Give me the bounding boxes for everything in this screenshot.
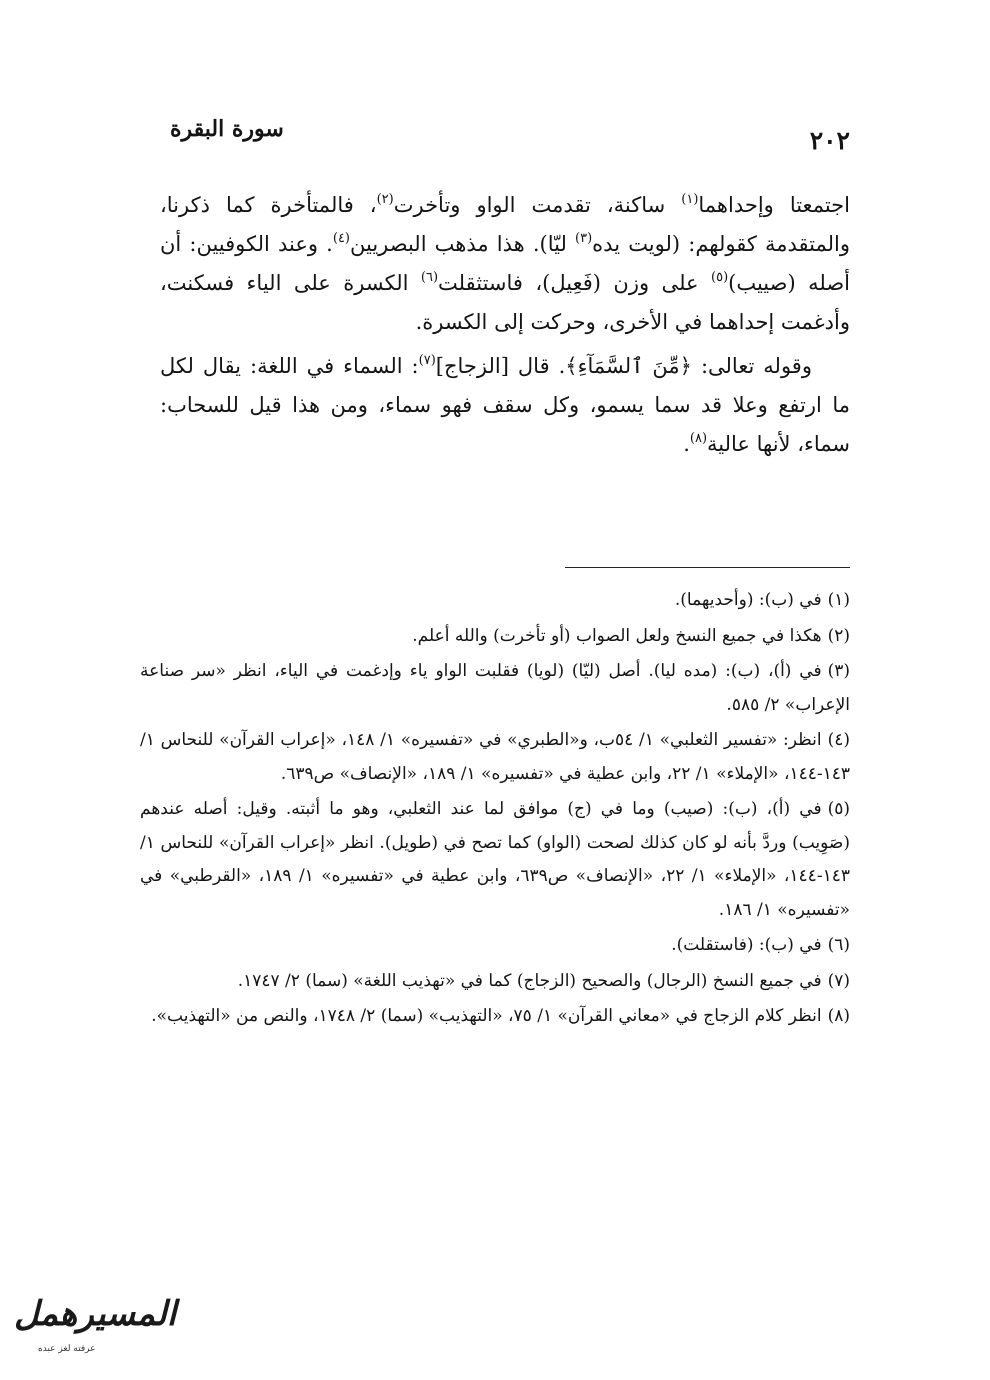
- footnote-ref-2: (٢): [376, 192, 394, 207]
- footnote-3: [140, 655, 850, 722]
- footnote-ref-4: (٤): [332, 231, 350, 246]
- main-text: [160, 186, 850, 464]
- footnote-5: [140, 793, 850, 927]
- paragraph-2: [160, 347, 850, 464]
- footnote-number: (٥): [827, 799, 850, 819]
- footnote-text: انظر: «تفسير الثعلبي» ١/ ٥٤ب، و«الطبري» في «تفسيره» ١/ ١٤٨، «إعراب القرآن» للنحاس ١/ ١٤٣-١٤٤، «الإملاء» ١/ ٢٢، وابن عطية في «تفسيره» ١/ ١٨٩، «الإنصاف» ص٦٣٩.: [140, 730, 850, 784]
- footnote-4: [140, 724, 850, 791]
- footnote-number: (٦): [827, 935, 850, 955]
- text-span: ساكنة، تقدمت الواو وتأخرت: [393, 193, 682, 217]
- footnote-ref-3: (٣): [575, 231, 593, 246]
- watermark-sub-text: عرفته لغز عبده: [38, 1344, 96, 1354]
- text-span: : السماء في اللغة: يقال لكل ما ارتفع وعلا قد سما يسمو، وكل سقف فهو سماء، ومن هذا قيل للسحاب: سماء، لأنها عالية: [160, 354, 850, 456]
- footnote-text: في (ب): (فاستقلت).: [671, 935, 822, 955]
- page-header: [150, 112, 850, 162]
- text-span: على وزن (فَعِيل)، فاستثقلت: [438, 271, 711, 295]
- footnote-8: [140, 1000, 850, 1034]
- text-span: .: [683, 432, 690, 456]
- footnote-1: [140, 584, 850, 618]
- page-number: ٢٠٢: [809, 126, 850, 155]
- paragraph-1: [160, 186, 850, 342]
- watermark-logo: [8, 1290, 177, 1365]
- footnote-ref-5: (٥): [711, 270, 729, 285]
- text-span: ، فالمتأخرة كما ذكرنا، والمتقدمة كقولهم: (لويت يده: [160, 193, 850, 256]
- footnote-number: (٨): [827, 1006, 850, 1026]
- footnote-text: في (أ)، (ب): (مده ليا). أصل (ليّا) (لويا) فقلبت الواو ياء وإدغمت في الياء، انظر «سر صناعة الإعراب» ٢/ ٥٨٥.: [140, 661, 850, 715]
- footnote-text: في جميع النسخ (الرجال) والصحيح (الزجاج) كما في «تهذيب اللغة» (سما) ٢/ ١٧٤٧.: [237, 970, 822, 991]
- footnote-ref-1: (١): [681, 192, 699, 207]
- footnote-ref-7: (٧): [418, 353, 436, 368]
- footnote-text: انظر كلام الزجاج في «معاني القرآن» ١/ ٧٥، «التهذيب» (سما) ٢/ ١٧٤٨، والنص من «التهذيب».: [151, 1006, 822, 1026]
- text-span: الكسرة على الياء فسكنت، وأدغمت إحداهما في الأخرى، وحركت إلى الكسرة.: [160, 271, 850, 334]
- footnotes: [140, 584, 850, 1036]
- footnote-text: في (ب): (وأحديهما).: [674, 590, 822, 610]
- footnote-number: (١): [827, 590, 850, 610]
- footnote-number: (٣): [827, 661, 850, 681]
- footnote-divider: [565, 567, 850, 568]
- footnote-number: (٤): [827, 730, 850, 750]
- footnote-ref-8: (٨): [689, 431, 708, 446]
- text-span: اجتمعتا وإحداهما: [698, 193, 850, 217]
- footnote-ref-6: (٦): [420, 270, 439, 285]
- text-span: . وعند الكوفيين: أن أصله (صييب): [160, 232, 850, 295]
- footnote-number: (٧): [827, 970, 850, 991]
- footnote-number: (٢): [827, 625, 850, 646]
- footnote-text: هكذا في جميع النسخ ولعل الصواب (أو تأخرت) والله أعلم.: [412, 625, 822, 646]
- running-title: سورة البقرة: [170, 116, 284, 142]
- text-span: ليّا). هذا مذهب البصريين: [350, 232, 576, 256]
- footnote-2: [140, 620, 850, 654]
- footnote-6: [140, 929, 850, 963]
- watermark-main-text: المسيرهمل: [14, 1294, 177, 1334]
- footnote-7: [140, 965, 850, 999]
- footnote-text: في (أ)، (ب): (صيب) وما في (ج) موافق لما عند الثعلبي، وهو ما أثبته. وقيل: أصله عندهم (صَوِيب) وردَّ بأنه لو كان كذلك لصحت (الواو) كما تصح في (طويل). انظر «إعراب القرآن» للنحاس ١/ ١٤٣-١٤٤، «الإملاء» ١/ ٢٢، «الإنصاف» ص٦٣٩، وابن عطية في «تفسيره» ١/ ١٨٩، «القرطبي» في «تفسيره» ١/ ١٨٦.: [140, 799, 850, 920]
- text-span: وقوله تعالى: ﴿مِّنَ ٱلسَّمَآءِ﴾. قال [الزجاج]: [435, 354, 812, 378]
